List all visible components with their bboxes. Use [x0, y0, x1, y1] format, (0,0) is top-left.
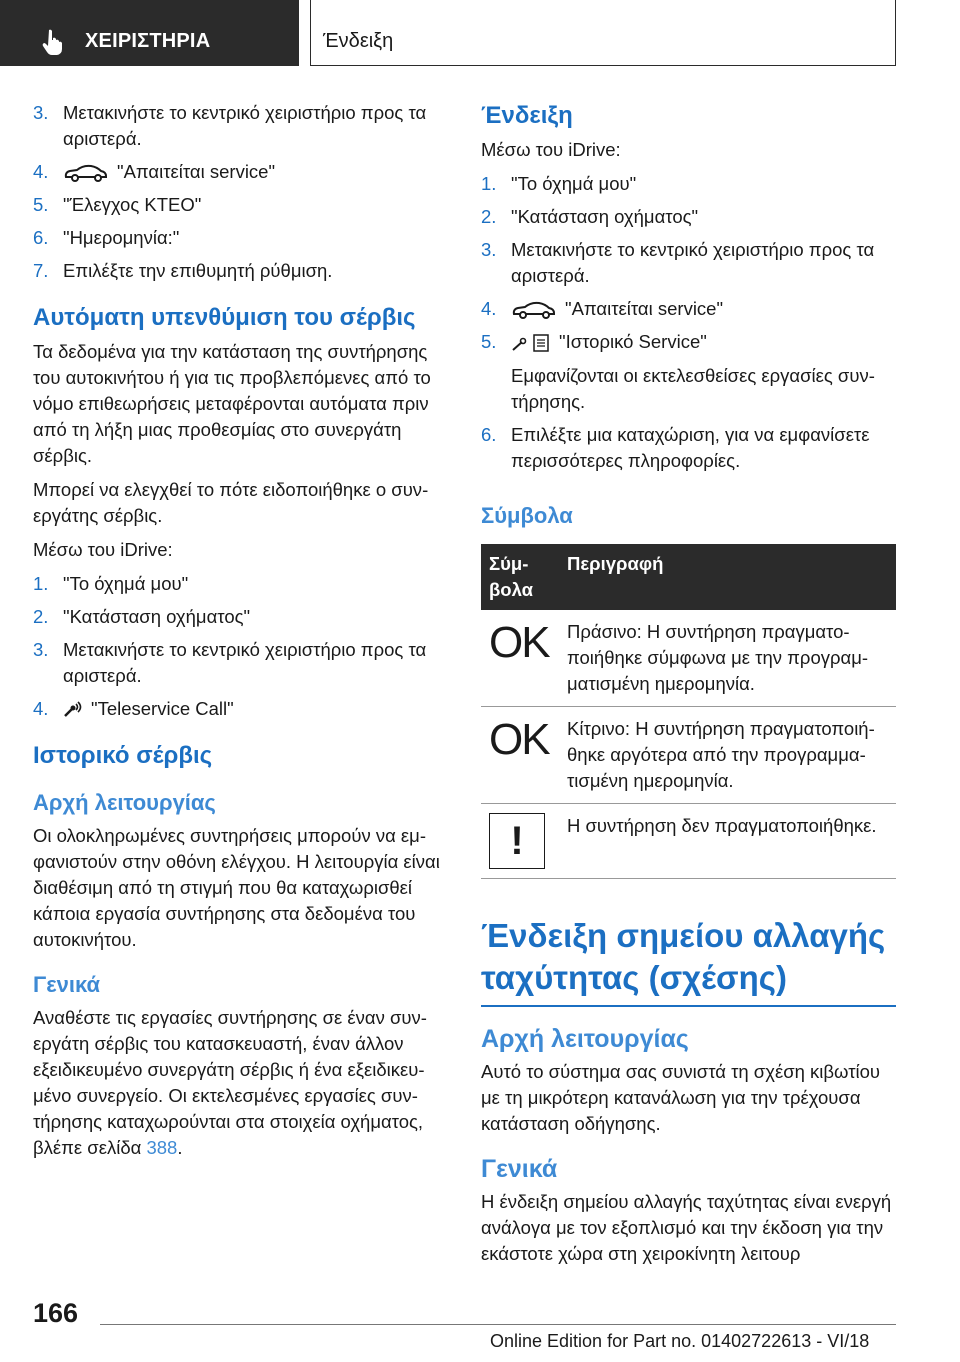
- heading-general: Γενικά: [33, 972, 101, 997]
- steps-list-b: [33, 571, 449, 722]
- heading-principle: Αρχή λειτουργίας: [33, 790, 216, 815]
- paragraph: Μέσω του iDrive:: [33, 539, 173, 560]
- table-header-row: [481, 544, 896, 610]
- table-row: [481, 804, 896, 879]
- table-cell: Πράσινο: Η συντήρηση πραγματοποιήθηκε σύμφωνα με την προγραμματισμένη ημερομηνία.: [559, 610, 896, 707]
- left-column: [33, 100, 449, 1169]
- car-icon: [511, 301, 557, 319]
- paragraph: Αναθέστε τις εργασίες συντήρησης σε έναν συνεργάτη σέρβις του κατασκευαστή, έναν άλλον εξειδικευμένο συνεργάτη σέρβις ή ένα εξειδικευμένο συνεργείο. Οι εκτελεσμένες εργασίες συντήρησης καταχωρούνται στα στοιχεία οχήματος, βλέπε σελίδα 388.: [33, 1007, 427, 1158]
- list-item: 1. "Το όχημά μου": [33, 573, 189, 594]
- list-item: 4. "Απαιτείται service": [481, 298, 724, 319]
- section-title: ΧΕΙΡΙΣΤΗΡΙΑ: [85, 30, 211, 52]
- table-row: [481, 707, 896, 804]
- list-item: 6. Επιλέξτε μια καταχώριση, για να εμφανίσετε περισσότερες πληροφορίες.: [481, 424, 870, 471]
- paragraph: Μπορεί να ελεγχθεί το πότε ειδοποιήθηκε ο συνεργάτης σέρβις.: [33, 479, 429, 526]
- paragraph: Τα δεδομένα για την κατάσταση της συντήρησης του αυτοκινήτου ή για τις προβλεπόμενες από το νόμο επιθεωρήσεις μεταφέρονται αυτόματα πριν από τη λήξη μιας προθεσμίας στο συνεργάτη σέρβις.: [33, 341, 431, 466]
- list-item: 1. "Το όχημά μου": [481, 173, 637, 194]
- table-cell: Η συντήρηση δεν πραγματοποιήθηκε.: [559, 804, 896, 879]
- wrench-signal-icon: [63, 701, 83, 719]
- right-column: [481, 100, 896, 1275]
- table-header-symbols: Σύμβολα: [481, 544, 559, 610]
- heading-principle: Αρχή λειτουργίας: [481, 1025, 689, 1053]
- heading-symbols: Σύμβολα: [481, 503, 573, 528]
- chapter-title: Ένδειξη: [323, 30, 394, 52]
- list-item: 4. "Απαιτείται service": [33, 161, 276, 182]
- steps-list-c: [481, 171, 896, 474]
- car-icon: [63, 164, 109, 182]
- list-item-note: Εμφανίζονται οι εκτελεσθείσες εργασίες συντήρησης.: [511, 365, 875, 412]
- table-header-description: Περιγραφή: [559, 544, 896, 610]
- list-item: 5. "Έλεγχος ΚΤΕΟ": [33, 194, 202, 215]
- footer-edition: Online Edition for Part no. 01402722613 - VI/18: [490, 1331, 870, 1351]
- pointing-hand-icon: [40, 27, 68, 55]
- ok-symbol-icon: OK: [489, 715, 549, 764]
- list-item: 2. "Κατάσταση οχήματος": [33, 606, 251, 627]
- list-item: 2. "Κατάσταση οχήματος": [481, 206, 699, 227]
- symbols-table: [481, 544, 896, 879]
- list-item: 3. Μετακινήστε το κεντρικό χειριστήριο προς τα αριστερά.: [33, 639, 427, 686]
- page-link[interactable]: 388: [146, 1137, 178, 1158]
- list-item: 3. Μετακινήστε το κεντρικό χειριστήριο προς τα αριστερά.: [481, 239, 875, 286]
- paragraph: Αυτό το σύστημα σας συνιστά τη σχέση κιβωτίου με τη μικρότερη κατανάλωση για την τρέχουσα κατάσταση οδήγησης.: [481, 1061, 881, 1134]
- table-cell: Κίτρινο: Η συντήρηση πραγματοποιήθηκε αργότερα από την προγραμματισμένη ημερομηνία.: [559, 707, 896, 804]
- heading-display: Ένδειξη: [481, 102, 573, 129]
- chapter-tab: [310, 0, 896, 66]
- section-tab: [0, 0, 299, 66]
- paragraph: Η ένδειξη σημείου αλλαγής ταχύτητας είναι ενεργή ανάλογα με τον εξοπλισμό και την έκδοση για την εκάστοτε χώρα στη χειροκίνητη λειτουρ: [481, 1191, 892, 1264]
- paragraph: Μέσω του iDrive:: [481, 139, 621, 160]
- list-item: 3. Μετακινήστε το κεντρικό χειριστήριο προς τα αριστερά.: [33, 102, 427, 149]
- heading-service-history: Ιστορικό σέρβις: [33, 742, 213, 769]
- footer-divider: [100, 1324, 896, 1325]
- warning-symbol-icon: !: [489, 813, 545, 869]
- steps-list-a: [33, 100, 449, 284]
- table-row: [481, 610, 896, 707]
- paragraph: Οι ολοκληρωμένες συντηρήσεις μπορούν να εμφανιστούν στην οθόνη ελέγχου. Η λειτουργία είναι διαθέσιμη από τη στιγμή που θα καταχωρισθεί κάποια εργασία συντήρησης στα δεδομένα του αυτοκινήτου.: [33, 825, 440, 950]
- list-item: 4. "Teleservice Call": [33, 698, 234, 719]
- list-item: 6. "Ημερομηνία:": [33, 227, 180, 248]
- heading-general: Γενικά: [481, 1155, 558, 1183]
- list-item: 5. "Ιστορικό Service" Εμφανίζονται οι εκτελεσθείσες εργασίες συντήρησης.: [481, 329, 896, 415]
- page-header: [0, 0, 960, 66]
- ok-symbol-icon: OK: [489, 618, 549, 667]
- heading-shift-indicator: Ένδειξη σημείου αλλαγής ταχύτητας (σχέσης): [481, 915, 896, 1007]
- heading-auto-reminder: Αυτόματη υπενθύμιση του σέρβις: [33, 304, 416, 331]
- page-number: 166: [33, 1298, 79, 1328]
- list-item: 7. Επιλέξτε την επιθυμητή ρύθμιση.: [33, 260, 333, 281]
- service-history-icon: [511, 333, 551, 353]
